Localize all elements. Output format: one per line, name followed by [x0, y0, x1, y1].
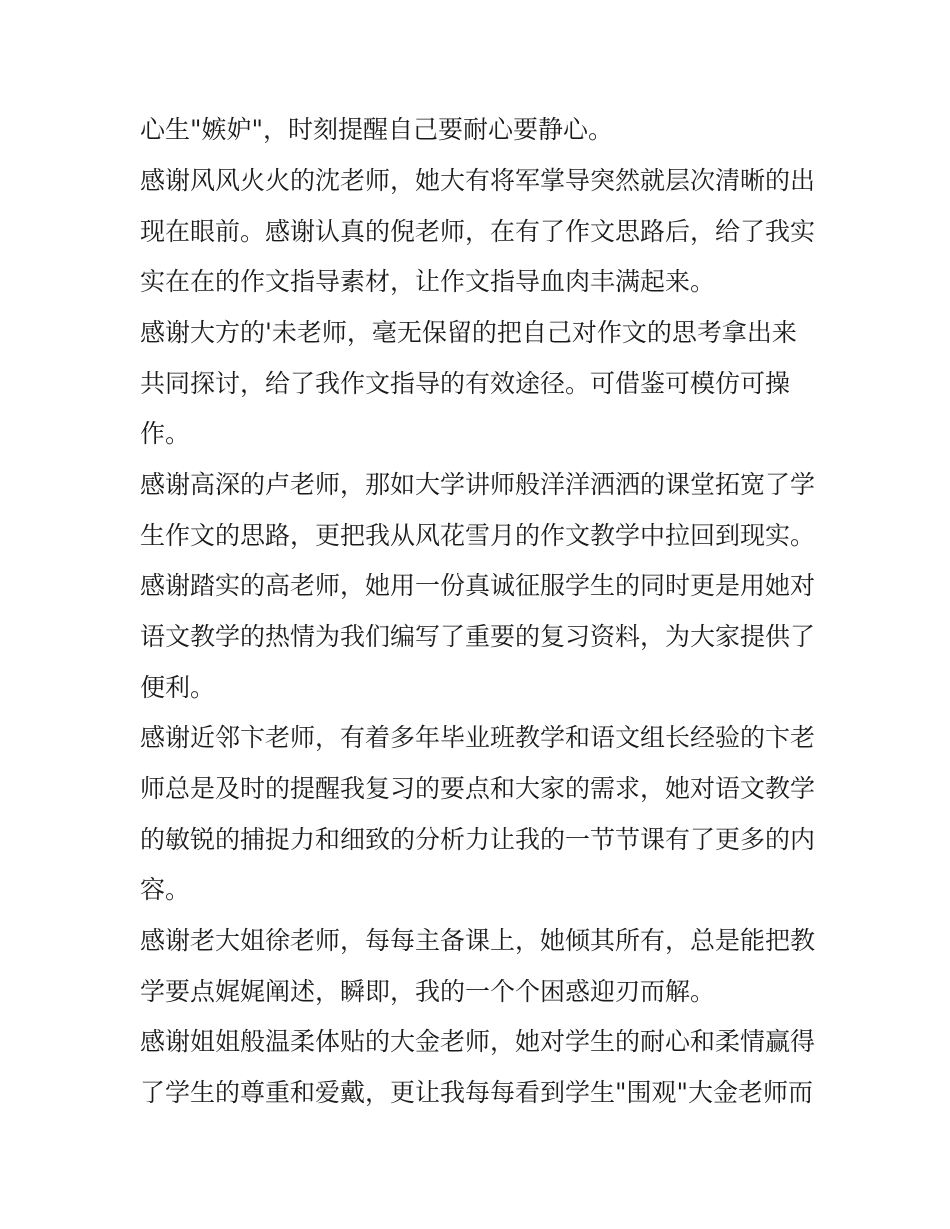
text-line: 语文教学的热情为我们编写了重要的复习资料，为大家提供了: [140, 622, 816, 651]
text-line: 心生"嫉妒"，时刻提醒自己要耐心要静心。: [140, 115, 613, 144]
text-line: 感谢踏实的高老师，她用一份真诚征服学生的同时更是用她对: [140, 571, 816, 600]
text-line: 感谢老大姐徐老师，每每主备课上，她倾其所有，总是能把教: [140, 926, 816, 955]
text-line: 便利。: [140, 673, 216, 702]
text-line: 感谢近邻卞老师，有着多年毕业班教学和语文组长经验的卞老: [140, 723, 816, 752]
text-line: 师总是及时的提醒我复习的要点和大家的需求，她对语文教学: [140, 774, 816, 803]
text-line: 感谢高深的卢老师，那如大学讲师般洋洋洒洒的课堂拓宽了学: [140, 470, 816, 499]
text-line: 感谢风风火火的沈老师，她大有将军掌导突然就层次清晰的出: [140, 166, 816, 195]
text-line: 容。: [140, 875, 191, 904]
text-line: 感谢姐姐般温柔体贴的大金老师，她对学生的耐心和柔情赢得: [140, 1027, 816, 1056]
text-line: 了学生的尊重和爱戴，更让我每每看到学生"围观"大金老师而: [140, 1078, 814, 1107]
text-line: 学要点娓娓阐述，瞬即，我的一个个困惑迎刃而解。: [140, 977, 716, 1006]
text-line: 共同探讨，给了我作文指导的有效途径。可借鉴可模仿可操: [140, 369, 791, 398]
text-line: 的敏锐的捕捉力和细致的分析力让我的一节节课有了更多的内: [140, 825, 816, 854]
text-line: 实在在的作文指导素材，让作文指导血肉丰满起来。: [140, 267, 716, 296]
text-line: 现在眼前。感谢认真的倪老师，在有了作文思路后，给了我实: [140, 217, 816, 246]
text-line: 感谢大方的'未老师，毫无保留的把自己对作文的思考拿出来: [140, 318, 797, 347]
text-line: 生作文的思路，更把我从风花雪月的作文教学中拉回到现实。: [140, 521, 816, 550]
text-line: 作。: [140, 419, 191, 448]
